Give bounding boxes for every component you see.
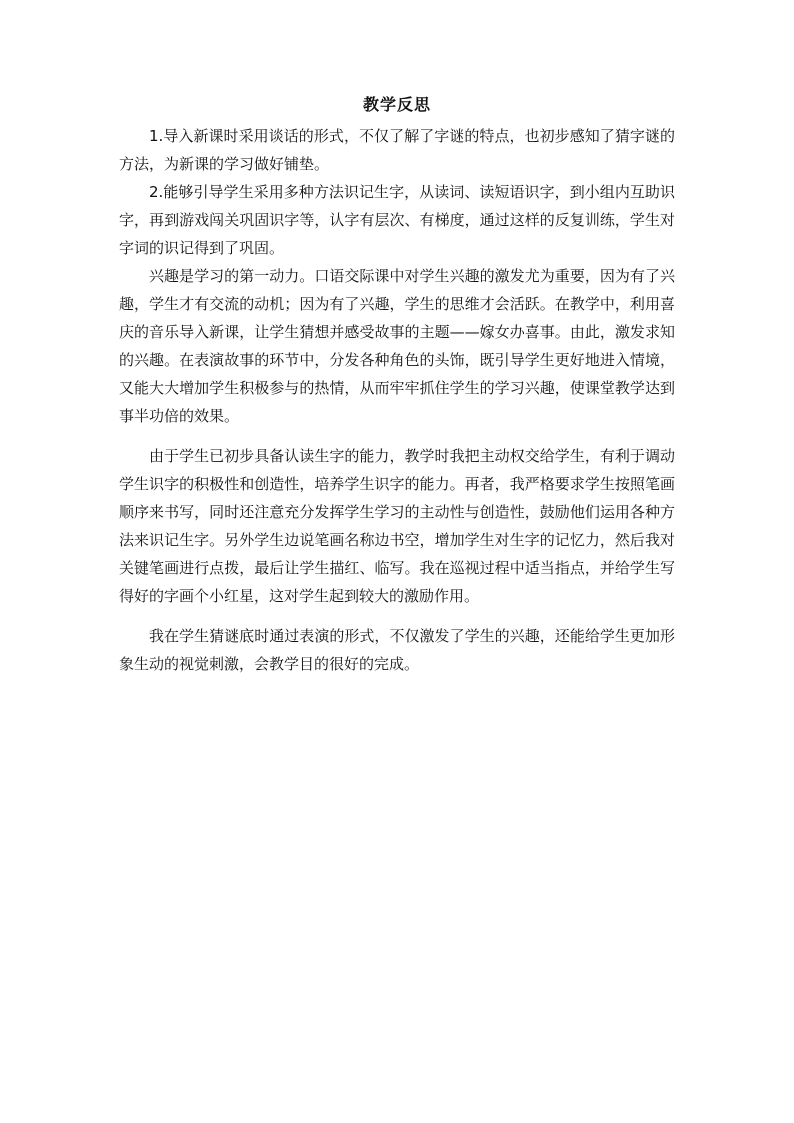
paragraph-4: 由于学生已初步具备认读生字的能力，教学时我把主动权交给学生，有利于调动学生识字的积极性和创造性，培养学生识字的能力。再者，我严格要求学生按照笔画顺序来书写，同时还注意充分发挥学生学习的主动性与创造性，鼓励他们运用各种方法来识记生字。另外学生边说笔画名称边书空，增加学生对生字的记忆力，然后我对关键笔画进行点拨，最后让学生描红、临写。我在巡视过程中适当指点，并给学生写得好的字画个小红星，这对学生起到较大的激励作用。 [119, 447, 675, 605]
paragraph-3: 兴趣是学习的第一动力。口语交际课中对学生兴趣的激发尤为重要，因为有了兴趣，学生才有交流的动机；因为有了兴趣，学生的思维才会活跃。在教学中，利用喜庆的音乐导入新课，让学生猜想并感受故事的主题——嫁女办喜事。由此，激发求知的兴趣。在表演故事的环节中，分发各种角色的头饰，既引导学生更好地进入情境，又能大大增加学生积极参与的热情，从而牢牢抓住学生的学习兴趣，使课堂教学达到事半功倍的效果。 [119, 267, 675, 425]
paragraph-2: 2.能够引导学生采用多种方法识记生字，从读词、读短语识字，到小组内互助识字，再到游戏闯关巩固识字等，认字有层次、有梯度，通过这样的反复训练，学生对字词的识记得到了巩固。 [119, 183, 675, 257]
paragraph-5: 我在学生猜谜底时通过表演的形式，不仅激发了学生的兴趣，还能给学生更加形象生动的视觉刺激，会教学目的很好的完成。 [119, 627, 675, 673]
page-title: 教学反思 [362, 95, 431, 114]
paragraph-1: 1.导入新课时采用谈话的形式，不仅了解了字谜的特点，也初步感知了猜字谜的方法，为新课的学习做好铺垫。 [119, 127, 675, 173]
document-body [119, 92, 675, 678]
